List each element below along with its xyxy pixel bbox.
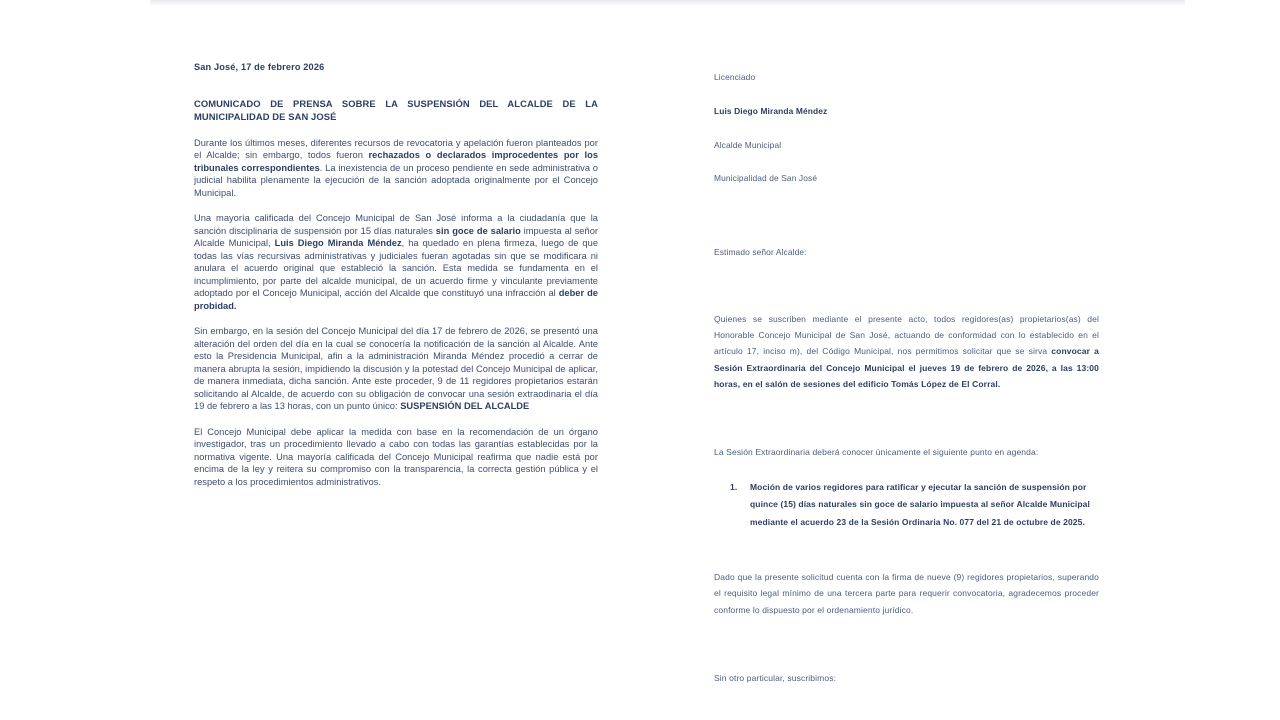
press-release-date: San José, 17 de febrero 2026 [194,62,325,72]
spacer [714,185,1099,247]
letter-closing-paragraph: Dado que la presente solicitud cuenta con la firma de nueve (9) regidores propietarios, superando el requisito legal mínimo de una tercera parte para requerir convocatoria, agradecemos proceder conforme lo dispuesto por el ordenamiento jurídico. [714,571,1099,615]
letter-sign-off: Sin otro particular, suscribimos: [714,672,837,683]
press-release-paragraph: Durante los últimos meses, diferentes recursos de revocatoria y apelación fueron planteados por el Alcalde; sin embargo, todos fueron rechazados o declarados improcedentes por los tribunales correspondientes. La inexistencia de un proceso pendiente en sede administrativa o judicial habilita plenamente la ejecución de la sanción adoptada originalmente por el Concejo Municipal. [194,137,599,198]
spacer [714,259,1099,311]
press-release-document [194,0,598,488]
addressee-position: Alcalde Municipal [714,139,782,150]
spacer [714,118,1099,140]
press-release-paragraph: El Concejo Municipal debe aplicar la medida con base en la recomendación de un órgano investigador, tras un procedimiento llevado a cabo con todas las garantías establecidas por la normativa vigente. Una mayoría calificada del Concejo Municipal reafirma que nadie está por encima de la ley y reitera su compromiso con la transparencia, la correcta gestión pública y el respeto a los procedimientos administrativos. [194,426,598,487]
agenda-item-text: Moción de varios regidores para ratificar y ejecutar la sanción de suspensión por quince (15) días naturales sin goce de salario impuesta al señor Alcalde Municipal mediante el acuerdo 23 de la Sesión Ordinaria No. 077 del 21 de octubre de 2025. [750,481,1090,527]
letter-salutation: Estimado señor Alcalde: [714,247,807,258]
agenda-intro: La Sesión Extraordinaria deberá conocer únicamente el siguiente punto en agenda: [714,447,1039,458]
spacer [714,618,1099,670]
agenda-list [714,479,1099,531]
spacer [714,84,1099,106]
agenda-list-item [714,479,1099,531]
convocation-letter-document [714,0,1099,686]
press-release-paragraph: Una mayoría calificada del Concejo Municipal de San José informa a la ciudadanía que la sanción disciplinaria de suspensión por 15 días naturales sin goce de salario impuesta al señor Alcalde Municipal, Luis Diego Miranda Méndez, ha quedado en plena firmeza, luego de que todas las vías recursivas administrativas y judiciales fueran agotadas sin que se modificara ni anulara el acuerdo original que estableció la sanción. Esta medida se fundamenta en el incumplimiento, por parte del alcalde municipal, de un acuerdo firme y vinculante previamente adoptado por el Concejo Municipal, acción del Alcalde que constituyó una infracción al deber de probidad. [194,213,599,311]
agenda-item-number: 1. [730,481,738,492]
spacer [714,392,1099,444]
spacer [714,151,1099,173]
press-release-headline: COMUNICADO DE PRENSA SOBRE LA SUSPENSIÓN DEL ALCALDE DE LA MUNICIPALIDAD DE SAN JOSÉ [194,98,598,122]
letter-body-paragraph: Quienes se suscriben mediante el presente acto, todos regidores(as) propietarios(as) del Honorable Concejo Municipal de San José, actuando de conformidad con lo establecido en el artículo 17, inciso m), del Código Municipal, nos permitimos solicitar que se sirva convocar a Sesión Extraordinaria del Concejo Municipal el jueves 19 de febrero de 2026, a las 13:00 horas, en el salón de sesiones del edificio Tomás López de El Corral. [714,313,1099,390]
addressee-name: Luis Diego Miranda Méndez [714,105,828,116]
addressee-title: Licenciado [714,72,756,82]
spacer [714,531,1099,569]
addressee-institution: Municipalidad de San José [714,173,818,184]
press-release-paragraph: Sin embargo, en la sesión del Concejo Municipal del día 17 de febrero de 2026, se presentó una alteración del orden del día en la cual se conocería la notificación de la sanción al Alcalde. Ante esto la Presidencia Municipal, afin a la administración Miranda Méndez procedió a cerrar de manera abrupta la sesión, impidiendo la discusión y la potestad del Concejo Municipal de aplicar, de manera inmediata, dicha sanción. Ante este proceder, 9 de 11 regidores propietarios estarán solicitando al Alcalde, de acuerdo con su obligación de convocar una sesión extraodinaria el día 19 de febrero a las 13 horas, con un punto único: SUSPENSIÓN DEL ALCALDE [194,326,598,412]
